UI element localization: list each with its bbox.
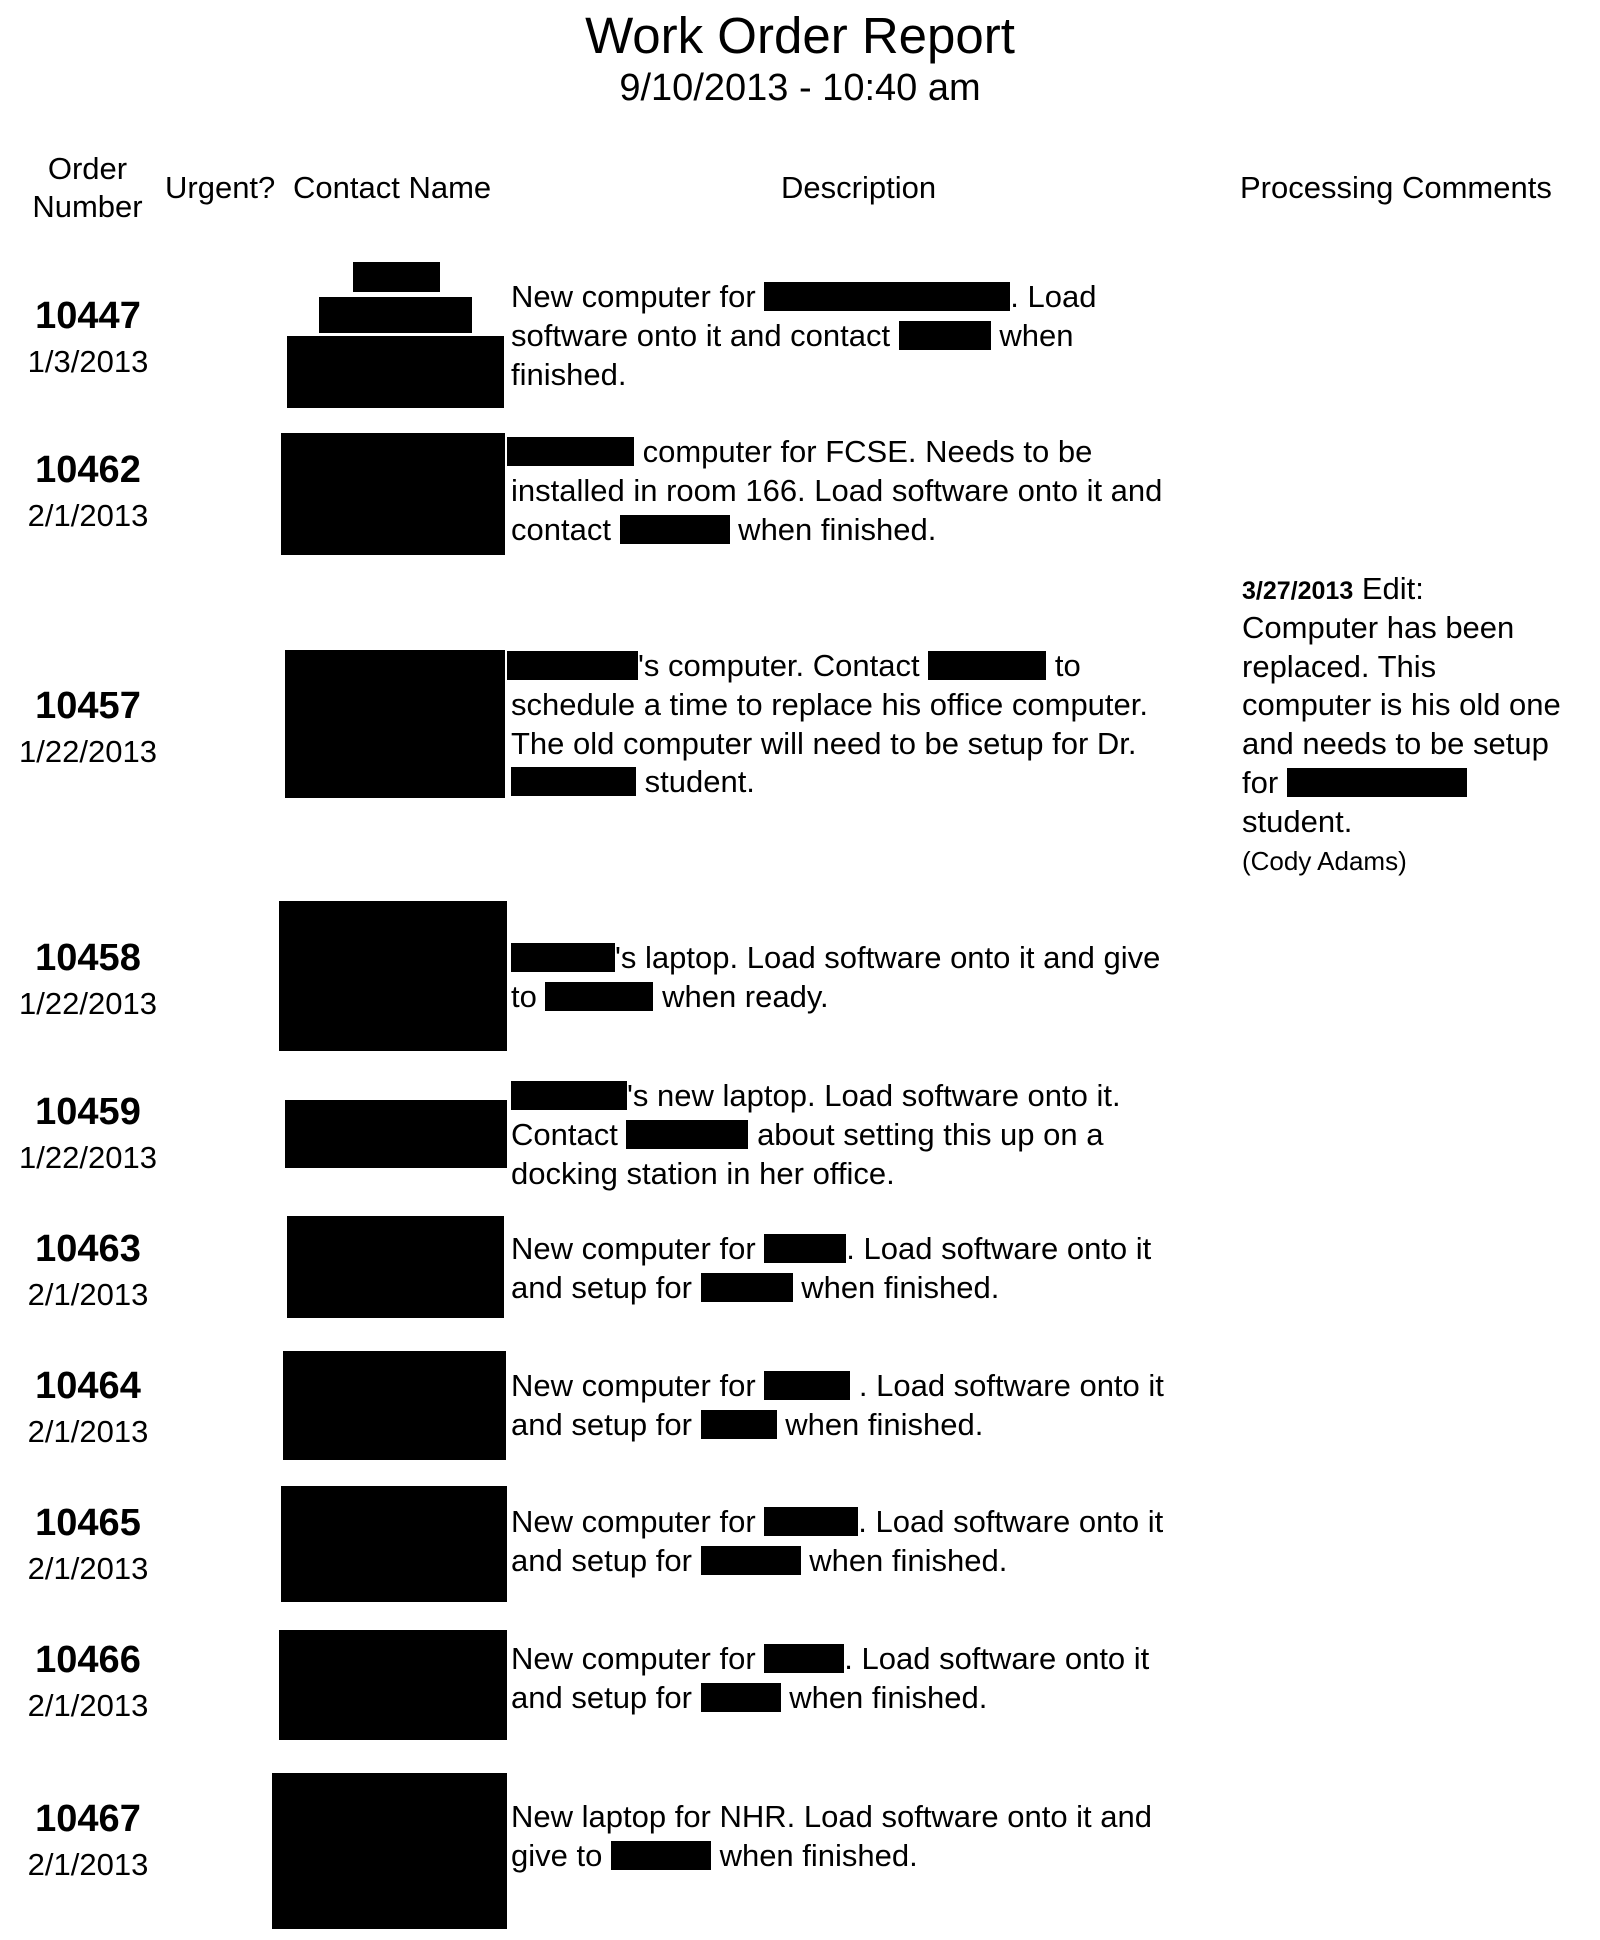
order-date: 2/1/2013 [27, 1847, 149, 1882]
redaction-bar [511, 767, 636, 796]
redacted-contact-name [281, 1486, 507, 1602]
redacted-contact-name [287, 1216, 504, 1318]
description-text: New computer for [511, 1641, 765, 1676]
redaction-bar [511, 1081, 627, 1110]
description-text: when finished. [792, 1269, 1000, 1305]
description-text: 's computer. Contact [638, 648, 929, 683]
order-date: 2/1/2013 [27, 1277, 149, 1312]
description-text: to [511, 978, 546, 1014]
order-date: 1/22/2013 [19, 734, 157, 769]
order-description [507, 433, 1207, 549]
redaction-bar [701, 1683, 781, 1712]
description-text: New computer for [511, 1368, 765, 1403]
description-text: to [1046, 648, 1081, 683]
description-text: New laptop for NHR. Load software onto it and [511, 1799, 1153, 1834]
redaction-bar [611, 1841, 711, 1870]
order-number: 10447 [35, 295, 141, 337]
redacted-contact-name [272, 1773, 507, 1929]
redacted-contact-name [283, 1351, 506, 1460]
order-number: 10459 [35, 1091, 141, 1133]
order-description [507, 647, 1207, 802]
redaction-bar [701, 1546, 801, 1575]
description-text: contact [511, 511, 620, 547]
description-text: when [990, 317, 1074, 353]
redaction-bar [620, 515, 730, 544]
description-text: finished. [511, 356, 627, 392]
comment-text: for [1242, 764, 1287, 800]
column-header-description: Description [781, 170, 937, 205]
description-text: docking station in her office. [511, 1155, 895, 1191]
order-date: 2/1/2013 [27, 1551, 149, 1586]
description-text: New computer for [511, 1231, 765, 1266]
description-text: New computer for [511, 1504, 765, 1539]
description-text: 's laptop. Load software onto it and give [615, 940, 1161, 975]
description-text: when finished. [729, 511, 937, 547]
description-text: when finished. [776, 1406, 984, 1442]
description-text: software onto it and contact [511, 317, 899, 353]
redaction-bar [507, 437, 634, 466]
order-date: 1/3/2013 [27, 344, 149, 379]
order-date: 2/1/2013 [27, 1688, 149, 1723]
redacted-contact-name [285, 650, 505, 798]
comment-text: Computer has been [1242, 609, 1515, 645]
column-header-urgent: Urgent? [165, 170, 276, 205]
description-text: give to [511, 1837, 611, 1873]
description-text: when finished. [710, 1837, 918, 1873]
column-header-order-number [10, 150, 165, 226]
redaction-bar [626, 1120, 748, 1149]
description-text: installed in room 166. Load software onto it and [511, 472, 1163, 508]
column-header-processing-comments: Processing Comments [1240, 170, 1552, 205]
redacted-contact-name [287, 336, 504, 408]
order-description [511, 1230, 1211, 1308]
description-text: when ready. [653, 978, 829, 1014]
column-header-order-line1: Order [47, 151, 128, 186]
redaction-bar [764, 282, 1010, 311]
comment-text: student. [1242, 803, 1353, 839]
redacted-contact-name [279, 1630, 507, 1740]
order-description [511, 1798, 1211, 1876]
order-number: 10463 [35, 1228, 141, 1270]
comment-text: replaced. This [1242, 648, 1437, 684]
comment-label: Edit: [1353, 571, 1424, 606]
redacted-contact-name [285, 1100, 507, 1168]
order-number: 10457 [35, 685, 141, 727]
description-text: and setup for [511, 1269, 701, 1305]
order-date: 2/1/2013 [27, 1414, 149, 1449]
description-text: . Load [1010, 279, 1097, 314]
report-timestamp: 9/10/2013 - 10:40 am [619, 67, 981, 109]
description-text: Contact [511, 1116, 627, 1152]
comment-text: computer is his old one [1242, 687, 1561, 723]
redaction-bar [701, 1273, 793, 1302]
comment-text: and needs to be setup [1242, 726, 1549, 762]
description-text: New computer for [511, 279, 765, 314]
redacted-contact-name [319, 297, 472, 333]
order-description [511, 1503, 1211, 1581]
report-title: Work Order Report [585, 7, 1015, 64]
redaction-bar [764, 1644, 844, 1673]
description-text: . Load software onto it [844, 1641, 1150, 1676]
order-description [511, 278, 1211, 394]
column-header-contact-name: Contact Name [293, 170, 492, 205]
redacted-contact-name [281, 433, 505, 555]
redaction-bar [701, 1410, 777, 1439]
order-description [511, 1367, 1211, 1445]
redaction-bar [764, 1371, 850, 1400]
description-text: . Load software onto it [850, 1368, 1164, 1403]
description-text: schedule a time to replace his office computer. [511, 686, 1148, 722]
order-description [511, 1640, 1211, 1718]
description-text: computer for FCSE. Needs to be [634, 434, 1093, 469]
column-header-order-line2: Number [32, 189, 143, 224]
description-text: about setting this up on a [748, 1116, 1104, 1152]
redaction-bar [899, 321, 991, 350]
order-description [511, 939, 1211, 1017]
redacted-contact-name [353, 262, 440, 292]
order-number: 10464 [35, 1365, 141, 1407]
description-text: when finished. [800, 1542, 1008, 1578]
description-text: and setup for [511, 1406, 701, 1442]
comment-author: (Cody Adams) [1242, 845, 1407, 876]
description-text: when finished. [780, 1679, 988, 1715]
description-text: and setup for [511, 1542, 701, 1578]
order-number: 10465 [35, 1502, 141, 1544]
order-date: 1/22/2013 [19, 1140, 157, 1175]
description-text: and setup for [511, 1679, 701, 1715]
order-number: 10458 [35, 937, 141, 979]
description-text: 's new laptop. Load software onto it. [627, 1078, 1121, 1113]
order-date: 1/22/2013 [19, 986, 157, 1021]
redacted-contact-name [279, 901, 507, 1051]
redaction-bar [511, 943, 615, 972]
order-number: 10466 [35, 1639, 141, 1681]
description-text: . Load software onto it [846, 1231, 1152, 1266]
comment-date: 3/27/2013 [1242, 577, 1354, 605]
redaction-bar [507, 651, 638, 680]
redaction-bar [764, 1234, 846, 1263]
redaction-bar [764, 1507, 858, 1536]
redaction-bar [928, 651, 1046, 680]
description-text: The old computer will need to be setup for Dr. [511, 725, 1137, 761]
order-description [511, 1077, 1211, 1193]
redaction-bar [545, 982, 653, 1011]
description-text: . Load software onto it [858, 1504, 1164, 1539]
order-number: 10467 [35, 1798, 141, 1840]
redaction-bar [1287, 768, 1467, 797]
order-date: 2/1/2013 [27, 498, 149, 533]
description-text: student. [636, 764, 755, 800]
order-number: 10462 [35, 449, 141, 491]
processing-comment [1242, 570, 1600, 880]
